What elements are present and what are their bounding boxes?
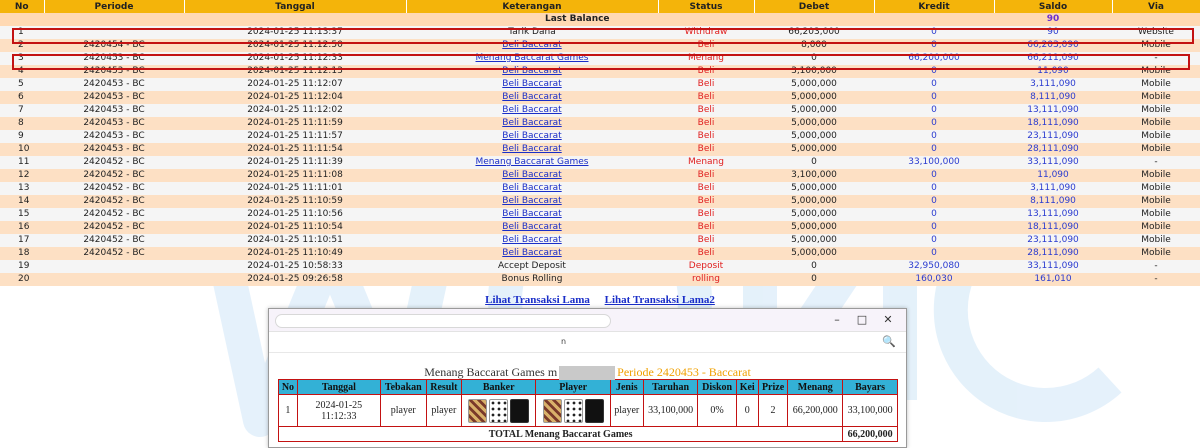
player-card-3	[585, 399, 604, 423]
banker-card-2	[489, 399, 508, 423]
old-transactions-link[interactable]: Lihat Transaksi Lama	[485, 294, 590, 306]
cell-kredit: 0	[874, 65, 994, 78]
cell-status: Beli	[658, 247, 754, 260]
cell-tanggal: 2024-01-25 11:12:02	[184, 104, 406, 117]
cell-tanggal: 2024-01-25 11:12:50	[184, 39, 406, 52]
cell-debet: 5,000,000	[754, 195, 874, 208]
last-balance-label: Last Balance	[0, 13, 994, 26]
cell-via: Mobile	[1112, 130, 1200, 143]
redacted-username	[559, 366, 615, 380]
table-row	[0, 221, 1200, 234]
bac-tanggal: 2024-01-25 11:12:33	[297, 395, 380, 427]
cell-saldo: 161,010	[994, 273, 1112, 286]
col-header-debet: Debet	[754, 0, 874, 13]
total-value: 66,200,000	[843, 427, 898, 442]
cell-no: 16	[0, 221, 44, 234]
cell-status: Beli	[658, 78, 754, 91]
cell-no: 18	[0, 247, 44, 260]
cell-saldo: 66,211,090	[994, 52, 1112, 65]
cell-saldo: 18,111,090	[994, 221, 1112, 234]
cell-kredit: 0	[874, 91, 994, 104]
cell-debet: 5,000,000	[754, 104, 874, 117]
cell-via: Website	[1112, 26, 1200, 39]
popup-heading	[269, 365, 906, 379]
cell-tanggal: 2024-01-25 11:12:04	[184, 91, 406, 104]
banker-cards	[461, 395, 535, 427]
cell-periode: 2420453 - BC	[44, 104, 184, 117]
cell-status: Withdraw	[658, 26, 754, 39]
cell-kredit: 0	[874, 117, 994, 130]
cell-via: Mobile	[1112, 234, 1200, 247]
cell-tanggal: 2024-01-25 11:11:39	[184, 156, 406, 169]
col-header-saldo: Saldo	[994, 0, 1112, 13]
cell-status: Beli	[658, 182, 754, 195]
cell-via: -	[1112, 156, 1200, 169]
bac-header-diskon: Diskon	[698, 380, 736, 395]
cell-kredit: 0	[874, 182, 994, 195]
cell-keterangan: Accept Deposit	[406, 260, 658, 273]
cell-via: Mobile	[1112, 221, 1200, 234]
cell-debet: 5,000,000	[754, 182, 874, 195]
cell-kredit: 0	[874, 208, 994, 221]
bac-taruhan: 33,100,000	[643, 395, 698, 427]
cell-tanggal: 2024-01-25 11:11:08	[184, 169, 406, 182]
cell-kredit: 66,200,000	[874, 52, 994, 65]
cell-keterangan[interactable]: Beli Baccarat	[406, 234, 658, 247]
cell-keterangan: Tarik Dana	[406, 26, 658, 39]
bac-header-player: Player	[536, 380, 610, 395]
table-row	[0, 78, 1200, 91]
cell-periode: 2420453 - BC	[44, 143, 184, 156]
cell-no: 3	[0, 52, 44, 65]
maximize-icon[interactable]: □	[856, 313, 868, 326]
table-row	[0, 273, 1200, 286]
last-balance-value: 90	[994, 13, 1112, 26]
cell-kredit: 0	[874, 78, 994, 91]
cell-status: Beli	[658, 130, 754, 143]
cell-saldo: 66,203,090	[994, 39, 1112, 52]
cell-no: 9	[0, 130, 44, 143]
table-row	[0, 247, 1200, 260]
cell-status: Beli	[658, 195, 754, 208]
table-row	[0, 143, 1200, 156]
cell-keterangan[interactable]: Beli Baccarat	[406, 182, 658, 195]
cell-status: Menang	[658, 156, 754, 169]
cell-status: Beli	[658, 143, 754, 156]
cell-saldo: 8,111,090	[994, 91, 1112, 104]
bac-tebakan: player	[380, 395, 426, 427]
bac-result: player	[426, 395, 461, 427]
cell-tanggal: 2024-01-25 10:58:33	[184, 260, 406, 273]
cell-via: Mobile	[1112, 208, 1200, 221]
cell-debet: 5,000,000	[754, 247, 874, 260]
col-header-kredit: Kredit	[874, 0, 994, 13]
cell-status: Deposit	[658, 260, 754, 273]
cell-no: 1	[0, 26, 44, 39]
cell-no: 13	[0, 182, 44, 195]
cell-via: Mobile	[1112, 195, 1200, 208]
cell-saldo: 3,111,090	[994, 182, 1112, 195]
cell-no: 5	[0, 78, 44, 91]
bac-diskon: 0%	[698, 395, 736, 427]
bac-jenis: player	[610, 395, 643, 427]
cell-no: 7	[0, 104, 44, 117]
cell-keterangan[interactable]: Beli Baccarat	[406, 65, 658, 78]
cell-via: -	[1112, 260, 1200, 273]
baccarat-header-row	[279, 380, 898, 395]
cell-tanggal: 2024-01-25 11:10:54	[184, 221, 406, 234]
cell-keterangan[interactable]: Beli Baccarat	[406, 208, 658, 221]
col-header-keterangan: Keterangan	[406, 0, 658, 13]
cell-kredit: 33,100,000	[874, 156, 994, 169]
cell-keterangan[interactable]: Beli Baccarat	[406, 143, 658, 156]
cell-periode: 2420452 - BC	[44, 234, 184, 247]
cell-status: Beli	[658, 91, 754, 104]
table-row	[0, 208, 1200, 221]
cell-kredit: 0	[874, 247, 994, 260]
cell-periode: 2420452 - BC	[44, 221, 184, 234]
cell-via: Mobile	[1112, 182, 1200, 195]
cell-via: Mobile	[1112, 91, 1200, 104]
cell-kredit: 0	[874, 104, 994, 117]
bac-bayars: 33,100,000	[843, 395, 898, 427]
cell-saldo: 23,111,090	[994, 234, 1112, 247]
col-header-via: Via	[1112, 0, 1200, 13]
cell-status: Beli	[658, 65, 754, 78]
cell-no: 14	[0, 195, 44, 208]
bac-no: 1	[279, 395, 298, 427]
cell-debet: 0	[754, 260, 874, 273]
table-row	[0, 91, 1200, 104]
bac-header-menang: Menang	[788, 380, 843, 395]
cell-periode: 2420453 - BC	[44, 65, 184, 78]
cell-saldo: 18,111,090	[994, 117, 1112, 130]
cell-debet: 5,000,000	[754, 221, 874, 234]
baccarat-result-table	[278, 379, 898, 442]
cell-via: Mobile	[1112, 65, 1200, 78]
cell-keterangan[interactable]: Beli Baccarat	[406, 104, 658, 117]
cell-tanggal: 2024-01-25 11:12:33	[184, 52, 406, 65]
table-row	[0, 65, 1200, 78]
cell-tanggal: 2024-01-25 11:13:37	[184, 26, 406, 39]
table-row	[0, 169, 1200, 182]
cell-kredit: 160,030	[874, 273, 994, 286]
cell-no: 19	[0, 260, 44, 273]
cell-via: -	[1112, 52, 1200, 65]
cell-status: Beli	[658, 169, 754, 182]
cell-no: 17	[0, 234, 44, 247]
cell-kredit: 0	[874, 130, 994, 143]
cell-saldo: 28,111,090	[994, 143, 1112, 156]
cell-saldo: 23,111,090	[994, 130, 1112, 143]
cell-debet: 5,000,000	[754, 143, 874, 156]
player-card-1	[543, 399, 562, 423]
zoom-icon[interactable]: 🔍	[882, 335, 896, 348]
cell-no: 8	[0, 117, 44, 130]
cell-tanggal: 2024-01-25 11:10:59	[184, 195, 406, 208]
cell-debet: 3,100,000	[754, 169, 874, 182]
cell-status: Menang	[658, 52, 754, 65]
cell-kredit: 0	[874, 39, 994, 52]
banker-card-3	[510, 399, 529, 423]
cell-saldo: 33,111,090	[994, 260, 1112, 273]
banker-card-1	[468, 399, 487, 423]
cell-via: Mobile	[1112, 78, 1200, 91]
cell-via: Mobile	[1112, 117, 1200, 130]
cell-kredit: 0	[874, 26, 994, 39]
cell-via: Mobile	[1112, 104, 1200, 117]
cell-periode	[44, 273, 184, 286]
cell-kredit: 0	[874, 195, 994, 208]
cell-debet: 5,000,000	[754, 234, 874, 247]
cell-debet: 5,000,000	[754, 78, 874, 91]
bac-kei: 0	[736, 395, 758, 427]
cell-keterangan[interactable]: Menang Baccarat Games	[406, 156, 658, 169]
cell-no: 2	[0, 39, 44, 52]
cell-periode: 2420453 - BC	[44, 78, 184, 91]
table-row	[0, 52, 1200, 65]
popup-address: n	[561, 337, 567, 346]
cell-periode: 2420452 - BC	[44, 169, 184, 182]
cell-no: 12	[0, 169, 44, 182]
table-row	[0, 156, 1200, 169]
cell-keterangan[interactable]: Beli Baccarat	[406, 169, 658, 182]
old-transactions2-link[interactable]: Lihat Transaksi Lama2	[604, 294, 715, 306]
old-transaction-links	[0, 294, 1200, 306]
cell-no: 6	[0, 91, 44, 104]
cell-keterangan[interactable]: Menang Baccarat Games	[406, 52, 658, 65]
cell-tanggal: 2024-01-25 11:11:54	[184, 143, 406, 156]
cell-debet: 0	[754, 52, 874, 65]
table-row	[0, 260, 1200, 273]
last-balance-via	[1112, 13, 1200, 26]
cell-tanggal: 2024-01-25 11:12:13	[184, 65, 406, 78]
bac-header-prize: Prize	[758, 380, 788, 395]
close-icon[interactable]: ✕	[883, 313, 893, 326]
col-header-tanggal: Tanggal	[184, 0, 406, 13]
cell-via: -	[1112, 273, 1200, 286]
cell-saldo: 28,111,090	[994, 247, 1112, 260]
cell-no: 10	[0, 143, 44, 156]
cell-kredit: 0	[874, 234, 994, 247]
popup-heading-prefix: Menang Baccarat Games m	[424, 365, 558, 379]
cell-tanggal: 2024-01-25 11:10:49	[184, 247, 406, 260]
last-balance-row	[0, 13, 1200, 26]
game-detail-popup	[268, 308, 907, 448]
cell-saldo: 11,090	[994, 65, 1112, 78]
cell-tanggal: 2024-01-25 11:12:07	[184, 78, 406, 91]
baccarat-total-row	[279, 427, 898, 442]
cell-keterangan[interactable]: Beli Baccarat	[406, 130, 658, 143]
cell-saldo: 90	[994, 26, 1112, 39]
cell-periode	[44, 26, 184, 39]
cell-tanggal: 2024-01-25 11:10:51	[184, 234, 406, 247]
cell-periode	[44, 260, 184, 273]
popup-address-row	[269, 332, 906, 353]
cell-periode: 2420452 - BC	[44, 195, 184, 208]
cell-tanggal: 2024-01-25 11:10:56	[184, 208, 406, 221]
bac-header-kei: Kei	[736, 380, 758, 395]
baccarat-result-row	[279, 395, 898, 427]
minimize-icon[interactable]: –	[834, 313, 840, 326]
player-card-2	[564, 399, 583, 423]
cell-periode: 2420452 - BC	[44, 208, 184, 221]
bac-header-jenis: Jenis	[610, 380, 643, 395]
table-row	[0, 104, 1200, 117]
cell-debet: 5,000,000	[754, 117, 874, 130]
table-row	[0, 26, 1200, 39]
cell-no: 11	[0, 156, 44, 169]
cell-no: 20	[0, 273, 44, 286]
popup-heading-periode: Periode 2420453 - Baccarat	[617, 365, 751, 379]
cell-keterangan[interactable]: Beli Baccarat	[406, 91, 658, 104]
cell-saldo: 3,111,090	[994, 78, 1112, 91]
table-row	[0, 130, 1200, 143]
cell-via: Mobile	[1112, 143, 1200, 156]
cell-kredit: 0	[874, 221, 994, 234]
cell-keterangan[interactable]: Beli Baccarat	[406, 39, 658, 52]
popup-url-bar[interactable]	[275, 314, 611, 328]
cell-tanggal: 2024-01-25 09:26:58	[184, 273, 406, 286]
cell-via: Mobile	[1112, 169, 1200, 182]
cell-tanggal: 2024-01-25 11:11:57	[184, 130, 406, 143]
cell-status: Beli	[658, 234, 754, 247]
cell-via: Mobile	[1112, 39, 1200, 52]
bac-header-result: Result	[426, 380, 461, 395]
cell-debet: 5,000,000	[754, 130, 874, 143]
table-row	[0, 117, 1200, 130]
cell-keterangan[interactable]: Beli Baccarat	[406, 78, 658, 91]
cell-no: 15	[0, 208, 44, 221]
player-cards	[536, 395, 610, 427]
cell-periode: 2420452 - BC	[44, 182, 184, 195]
cell-periode: 2420453 - BC	[44, 130, 184, 143]
bac-menang: 66,200,000	[788, 395, 843, 427]
cell-saldo: 13,111,090	[994, 104, 1112, 117]
cell-status: rolling	[658, 273, 754, 286]
cell-kredit: 0	[874, 169, 994, 182]
cell-debet: 3,100,000	[754, 65, 874, 78]
col-header-no: No	[0, 0, 44, 13]
cell-debet: 8,000	[754, 39, 874, 52]
cell-debet: 0	[754, 273, 874, 286]
bac-header-bayars: Bayars	[843, 380, 898, 395]
bac-header-taruhan: Taruhan	[643, 380, 698, 395]
col-header-status: Status	[658, 0, 754, 13]
cell-periode: 2420452 - BC	[44, 247, 184, 260]
cell-status: Beli	[658, 39, 754, 52]
table-row	[0, 195, 1200, 208]
cell-periode: 2420453 - BC	[44, 117, 184, 130]
table-header-row	[0, 0, 1200, 13]
cell-saldo: 13,111,090	[994, 208, 1112, 221]
bac-prize: 2	[758, 395, 788, 427]
cell-debet: 5,000,000	[754, 91, 874, 104]
cell-kredit: 0	[874, 143, 994, 156]
bac-header-tebakan: Tebakan	[380, 380, 426, 395]
cell-saldo: 11,090	[994, 169, 1112, 182]
cell-periode: 2420454 - BC	[44, 39, 184, 52]
popup-titlebar	[269, 309, 906, 332]
cell-periode: 2420453 - BC	[44, 91, 184, 104]
cell-via: Mobile	[1112, 247, 1200, 260]
cell-tanggal: 2024-01-25 11:11:59	[184, 117, 406, 130]
total-label: TOTAL Menang Baccarat Games	[279, 427, 843, 442]
table-row	[0, 234, 1200, 247]
bac-header-no: No	[279, 380, 298, 395]
cell-kredit: 32,950,080	[874, 260, 994, 273]
cell-status: Beli	[658, 117, 754, 130]
cell-saldo: 8,111,090	[994, 195, 1112, 208]
cell-keterangan: Bonus Rolling	[406, 273, 658, 286]
table-row	[0, 39, 1200, 52]
cell-saldo: 33,111,090	[994, 156, 1112, 169]
col-header-periode: Periode	[44, 0, 184, 13]
cell-keterangan[interactable]: Beli Baccarat	[406, 221, 658, 234]
cell-debet: 66,203,000	[754, 26, 874, 39]
cell-periode: 2420452 - BC	[44, 156, 184, 169]
cell-keterangan[interactable]: Beli Baccarat	[406, 117, 658, 130]
cell-tanggal: 2024-01-25 11:11:01	[184, 182, 406, 195]
bac-header-tanggal: Tanggal	[297, 380, 380, 395]
cell-no: 4	[0, 65, 44, 78]
cell-keterangan[interactable]: Beli Baccarat	[406, 195, 658, 208]
cell-debet: 0	[754, 156, 874, 169]
cell-status: Beli	[658, 221, 754, 234]
cell-keterangan[interactable]: Beli Baccarat	[406, 247, 658, 260]
cell-periode: 2420453 - BC	[44, 52, 184, 65]
bac-header-banker: Banker	[461, 380, 535, 395]
cell-status: Beli	[658, 208, 754, 221]
table-row	[0, 182, 1200, 195]
cell-debet: 5,000,000	[754, 208, 874, 221]
cell-status: Beli	[658, 104, 754, 117]
